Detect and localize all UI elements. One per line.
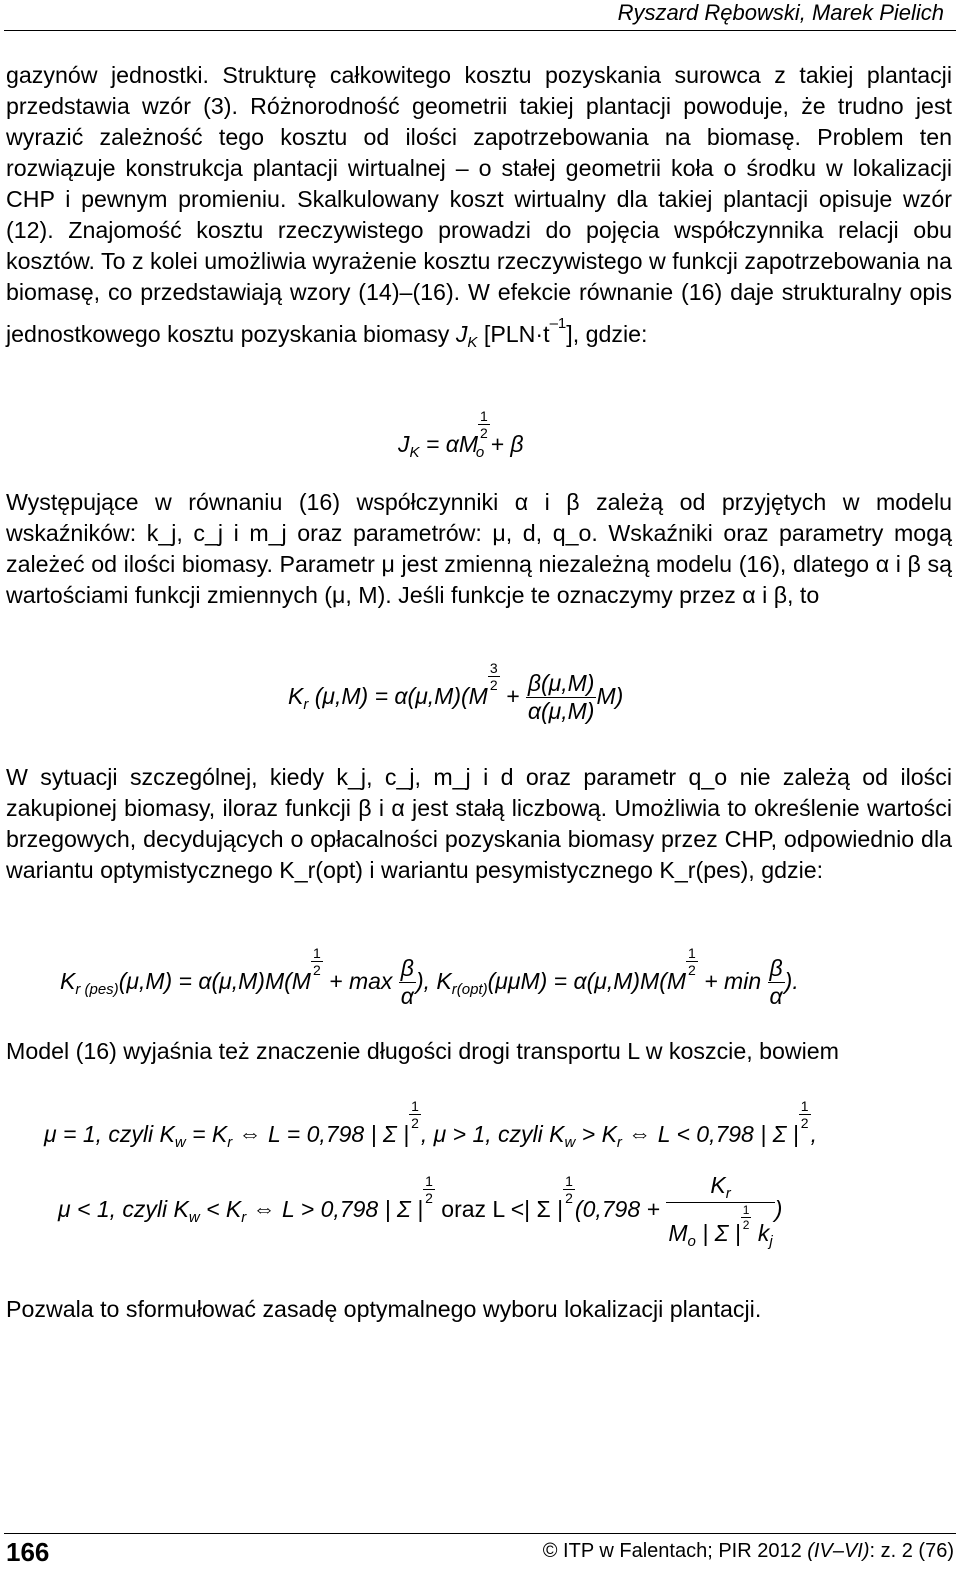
eq4-l1-exp-den2: 2 [800,1115,809,1131]
header-rule [4,30,956,31]
eq4-l2-fraction [666,1172,774,1250]
eq4-l2-exp-den: 2 [425,1190,433,1207]
eq1-lhs: J [398,431,410,457]
jk-subscript: K [467,334,478,351]
eq1-beta: + β [490,431,524,457]
equation-mu-line-2 [58,1172,782,1250]
eq3-right-end: ). [784,968,799,994]
eq2-frac-num: β(μ,M) [527,670,595,697]
eq4-l2-frac-den-exponent [741,1203,752,1232]
eq4-l1-e: > K [575,1121,617,1147]
eq4-l2-exp-num2: 1 [565,1173,573,1190]
eq2-middle: (μ,M) = α(μ,M)(M [308,683,488,709]
unit-exponent: –1 [549,315,567,332]
eq4-l2-frac-num [666,1172,774,1202]
eq4-l2-exp-den2: 2 [565,1190,573,1207]
eq4-l1-exp-num2: 1 [800,1098,809,1114]
eq4-l2-frac-den-m: M [668,1220,688,1246]
eq2-exp-num: 3 [489,660,498,676]
eq3-left-exp-num: 1 [312,945,321,961]
eq4-l1-sub-r: r [227,1134,233,1151]
footer-rule [4,1533,956,1534]
jk-symbol: J [455,321,468,347]
eq4-l2-frac-den-exp-den: 2 [742,1218,750,1232]
eq4-l2-exp-num: 1 [425,1173,433,1190]
eq2-frac-den: α(μ,M) [526,697,597,725]
eq4-l1-c: ⇔ L = 0,798 | Σ | [232,1121,410,1147]
eq4-l2-frac-den-k: k [751,1220,770,1246]
eq4-l1-a: μ = 1, czyli K [44,1121,175,1147]
paragraph-4: Model (16) wyjaśnia też znaczenie długości drogi transportu L w koszcie, bowiem [6,1038,839,1064]
eq3-left-frac-den: α [399,982,416,1010]
eq3-left-end: ), [415,968,430,994]
eq4-l2-c: ⇔ L > 0,798 | Σ | [246,1196,424,1223]
eq4-l1-b: = K [185,1121,228,1147]
eq4-l2-frac-den-sub-j: j [769,1233,773,1250]
eq3-right-frac-num: β [769,955,783,982]
eq3-left-frac-num: β [400,955,414,982]
eq4-l1-sub-w: w [174,1134,186,1151]
eq4-l1-exponent-2 [799,1098,811,1131]
eq3-max: + max [329,968,393,994]
eq3-left-exp-den: 2 [312,962,321,978]
eq1-lhs-sub: K [409,444,420,461]
eq3-right-exp-den: 2 [688,962,696,978]
paragraph-2: Występujące w równaniu (16) współczynniki α i β zależą od przyjętych w modelu wskaźników: k_j, c_j i m_j oraz parametrów: μ, d, q_o. Wskaźniki oraz parametry mogą zależeć od ilości biomasy. Parametr μ jest zmienną niezależną modelu (16), dlatego α i β są wartościami funkcji zmiennych (μ, M). Jeśli funkcje te oznaczymy przez α i β, to [6,489,952,608]
page-number: 166 [6,1537,50,1567]
paragraph-1 [6,60,952,358]
eq4-l1-exp-num: 1 [411,1098,419,1114]
eq4-l2-exponent-2 [563,1173,575,1206]
eq4-l2-e: (0,798 + [574,1196,660,1223]
journal-issue: : z. 2 (76) [869,1540,954,1562]
equation-mu-line-1 [44,1098,817,1151]
paragraph-5: Pozwala to sformułować zasadę optymalnego wyboru lokalizacji plantacji. [6,1296,762,1322]
eq2-exp-den: 2 [489,677,498,693]
eq4-l2-a: μ < 1, czyli K [58,1196,189,1223]
eq3-min: + min [704,968,762,994]
eq4-l1-exp-den: 2 [411,1115,419,1131]
eq4-l1-f: ⇔ L < 0,798 | Σ | [621,1121,799,1147]
eq3-k-pes: K [60,968,76,994]
eq4-l2-end: ) [774,1196,783,1223]
eq3-sub-opt: r(opt) [451,981,488,998]
eq4-l2-frac-den-exp-num: 1 [742,1203,750,1217]
journal-citation [543,1540,954,1563]
eq4-l1-sub-w2: w [564,1134,576,1151]
eq4-l2-frac-num-k: K [710,1172,726,1198]
eq3-right-frac-den: α [768,982,785,1010]
eq3-right-exponent [686,945,698,978]
eq1-rhs: = αM [425,431,479,457]
eq4-l1-sub-r2: r [616,1134,622,1151]
eq4-l2-d: oraz L <| Σ | [441,1196,564,1223]
eq3-right-exp-num: 1 [688,945,696,961]
eq3-right-fraction [768,955,785,1010]
eq4-l2-frac-den-sigma: | Σ | [695,1220,741,1246]
eq2-sub-r: r [303,696,309,713]
eq1-exp-num: 1 [480,408,488,424]
eq3-sub-pes: r (pes) [75,981,119,998]
eq4-l2-sub-r: r [241,1209,247,1227]
eq4-l1-d: , μ > 1, czyli K [420,1121,565,1147]
running-header: Ryszard Rębowski, Marek Pielich [617,0,944,25]
eq3-left-middle: (μ,M) = α(μ,M)M(M [118,968,311,994]
eq3-left-exponent [311,945,323,978]
eq4-l1-exponent [409,1098,421,1131]
eq2-end: M) [596,683,624,709]
eq2-plus: + [506,683,520,709]
eq3-k-opt: K [436,968,452,994]
journal-quarter: (IV–VI) [807,1540,870,1562]
paragraph-3: W sytuacji szczególnej, kiedy k_j, c_j, m_j i d oraz parametr q_o nie zależą od ilości zakupionej biomasy, iloraz funkcji β i α jest stałą liczbową. Umożliwia to określenie wartości brzegowych, decydujących o opłacalności pozyskania biomasy przez CHP, odpowiednio dla wariantu optymistycznego K_r(opt) i wariantu pesymistycznego K_r(pes), gdzie: [6,764,952,883]
eq4-l1-g: , [810,1121,817,1147]
eq4-l2-exponent [423,1173,435,1206]
eq1-exponent [478,408,490,441]
equation-jk [398,408,524,461]
eq4-l2-frac-den [666,1202,774,1250]
eq4-l2-b: < K [199,1196,242,1223]
eq1-sub-o: o [475,444,485,461]
paragraph-1-text: gazynów jednostki. Strukturę całkowitego kosztu pozyskania surowca z takiej plantacji przedstawia wzór (3). Różnorodność geometrii takiej plantacji powoduje, że trudno jest wyrazić zależność tego kosztu od ilości zapotrzebowania na biomasę. Problem ten rozwiązuje konstrukcja plantacji wirtualnej – o stałej geometrii koła o środku w lokalizacji CHP i pewnym promieniu. Skalkulowany koszt wirtualny dla takiej plantacji opisuje wzór (12). Znajomość kosztu rzeczywistego prowadzi do pojęcia współczynnika relacji obu kosztów. To z kolei umożliwia wyrażenie kosztu rzeczywistego w funkcji zapotrzebowania na biomasę, co przedstawiają wzory (14)–(16). W efekcie równanie (16) daje strukturalny opis jednostkowego kosztu pozyskania biomasy [6,62,952,347]
journal-name: © ITP w Falentach; PIR 2012 [542,1540,808,1562]
eq1-exp-den: 2 [480,425,488,441]
eq2-fraction [526,670,597,725]
eq3-right-middle: (μμM) = α(μ,M)M(M [487,968,687,994]
unit-text: [PLN·t [477,321,550,347]
eq4-l2-frac-den-sub-o: o [687,1233,696,1250]
equation-kr-variants [60,945,799,1010]
equation-kr [288,660,623,725]
eq4-l2-frac-num-sub: r [725,1185,731,1202]
eq2-exponent [488,660,500,693]
paragraph-1-end: ], gdzie: [566,321,648,347]
eq2-k: K [288,683,304,709]
eq3-left-fraction [399,955,416,1010]
eq4-l2-sub-w: w [188,1209,200,1227]
